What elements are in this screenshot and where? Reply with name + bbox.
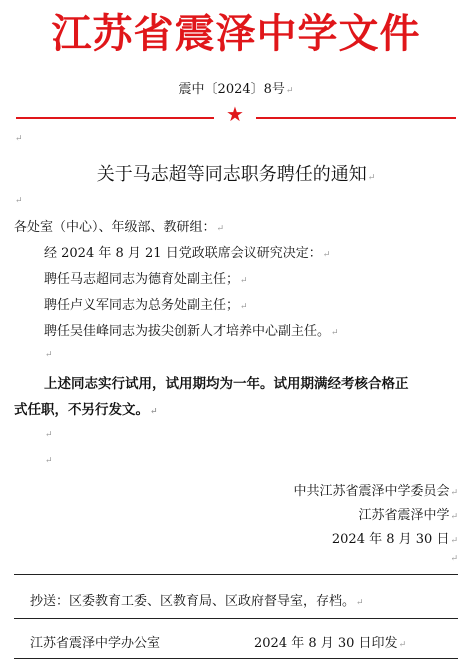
signature-party-committee: 中共江苏省震泽中学委员会↵ bbox=[293, 484, 458, 499]
footer-top-rule bbox=[14, 574, 458, 575]
document-number: 震中〔2024〕8号↵ bbox=[178, 82, 294, 97]
meeting-decision-intro: 经 2024 年 8 月 21 日党政联席会议研究决定：↵ bbox=[44, 246, 331, 261]
red-star-icon: ★ bbox=[226, 102, 244, 126]
trial-period-note: 上述同志实行试用，试用期均为一年。试用期满经考核合格正 bbox=[44, 376, 409, 392]
appointment-line: 聘任吴佳峰同志为拔尖创新人才培养中心副主任。↵ bbox=[44, 324, 339, 339]
print-date: 2024 年 8 月 30 日印发↵ bbox=[254, 636, 407, 651]
issuing-office: 江苏省震泽中学办公室 bbox=[30, 636, 161, 651]
cc-line: 抄送：区委教育工委、区教育局、区政府督导室，存档。↵ bbox=[30, 594, 364, 609]
signature-school: 江苏省震泽中学↵ bbox=[358, 508, 458, 523]
notice-title: 关于马志超等同志职务聘任的通知↵ bbox=[96, 164, 376, 185]
red-divider-left bbox=[16, 117, 214, 119]
salutation: 各处室（中心）、年级部、教研组：↵ bbox=[14, 220, 225, 235]
trial-period-note-continued: 式任职，不另行发文。↵ bbox=[14, 402, 158, 418]
footer-bottom-rule bbox=[14, 658, 458, 659]
appointment-line: 聘任马志超同志为德育处副主任；↵ bbox=[44, 272, 248, 287]
signature-date: 2024 年 8 月 30 日↵ bbox=[331, 532, 458, 547]
appointment-line: 聘任卢义军同志为总务处副主任；↵ bbox=[44, 298, 248, 313]
document-header-title: 江苏省震泽中学文件 bbox=[51, 10, 421, 57]
red-divider-right bbox=[256, 117, 456, 119]
footer-middle-rule bbox=[14, 618, 458, 619]
